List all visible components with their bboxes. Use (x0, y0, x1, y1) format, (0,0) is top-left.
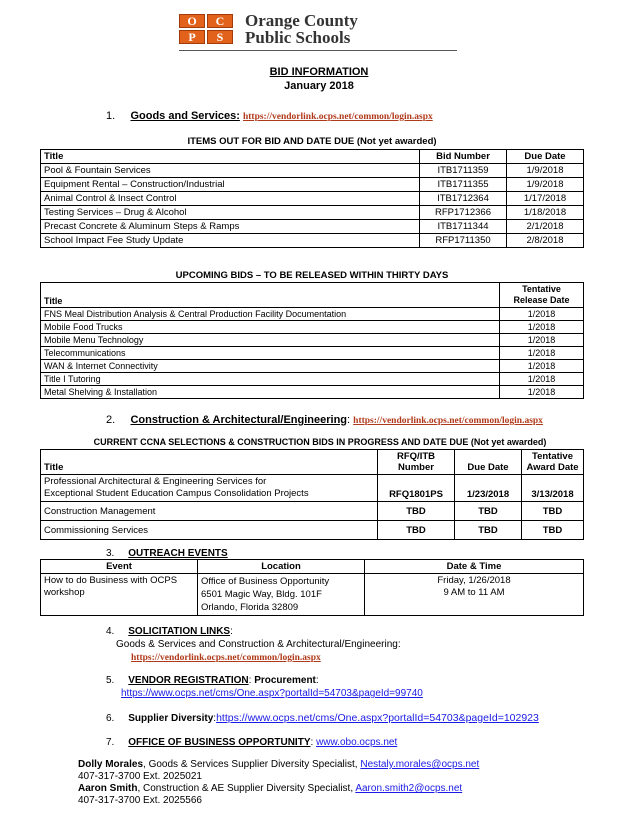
cell-due-date: 2/1/2018 (507, 220, 584, 234)
section-number: 3. (106, 548, 115, 559)
logo-letter: O (179, 14, 205, 28)
table-row (41, 321, 584, 334)
logo-line1: Orange County (245, 11, 358, 30)
cell-bid-number: ITB1711355 (420, 178, 507, 192)
table-row (41, 234, 584, 248)
upcoming-title: UPCOMING BIDS – TO BE RELEASED WITHIN THIRTY DAYS (175, 270, 449, 281)
cell-title-line1: Professional Architectural & Engineering Services for (44, 476, 267, 487)
col-bid-number: Bid Number (420, 150, 507, 164)
cell-release: 1/2018 (500, 373, 584, 386)
page-title: BID INFORMATION (269, 66, 369, 78)
contact-role: , Goods & Services Supplier Diversity Specialist, (143, 759, 361, 770)
table-row (41, 360, 584, 373)
cell-title: FNS Meal Distribution Analysis & Central Production Facility Documentation (41, 308, 500, 321)
event-line2: workshop (44, 587, 85, 598)
contact-name: Dolly Morales (78, 759, 144, 770)
cell-bid-number: RFP1712366 (420, 206, 507, 220)
col-award-label: Award Date (526, 462, 579, 473)
table-row (41, 308, 584, 321)
solicitation-link[interactable]: https://vendorlink.ocps.net/common/login.aspx (131, 653, 321, 663)
contact-email[interactable]: Aaron.smith2@ocps.net (355, 783, 463, 794)
col-rfq-label: RFQ/ITB (397, 451, 435, 462)
cell-bid-number: RFP1711350 (420, 234, 507, 248)
col-release-label: Release Date (513, 295, 570, 305)
location-line2: 6501 Magic Way, Bldg. 101F (201, 589, 322, 600)
cell-release: 1/2018 (500, 308, 584, 321)
cell-title: Construction Management (41, 502, 378, 521)
section-number: 2. (106, 414, 116, 426)
cell-award-date: TBD (522, 502, 584, 521)
items-out-table (40, 149, 584, 248)
section-number: 6. (106, 713, 115, 724)
items-out-title: ITEMS OUT FOR BID AND DATE DUE (Not yet awarded) (187, 136, 437, 147)
cell-number: TBD (378, 502, 455, 521)
section-obo: 7. OFFICE OF BUSINESS OPPORTUNITY: www.obo.ocps.net (106, 737, 398, 748)
contact-line (78, 783, 479, 795)
cell-title: Pool & Fountain Services (41, 164, 420, 178)
table-row (41, 206, 584, 220)
cell-title: Precast Concrete & Aluminum Steps & Ramps (41, 220, 420, 234)
col-date-time: Date & Time (365, 560, 584, 574)
table-header-row (41, 150, 584, 164)
cell-due-date: 1/9/2018 (507, 178, 584, 192)
header-divider (179, 50, 457, 51)
cell-title: Equipment Rental – Construction/Industrial (41, 178, 420, 192)
logo-line2: Public Schools (245, 28, 351, 47)
table-header-row (41, 560, 584, 574)
table-row (41, 475, 584, 502)
cell-bid-number: ITB1711344 (420, 220, 507, 234)
col-due-date: Due Date (507, 150, 584, 164)
cell-release: 1/2018 (500, 347, 584, 360)
col-rfq-number (378, 450, 455, 475)
cell-due-date: 1/17/2018 (507, 192, 584, 206)
col-tentative-label: Tentative (522, 284, 561, 294)
section-supplier-diversity: 6. Supplier Diversity:https://www.ocps.net/cms/One.aspx?portalId=54703&pageId=102923 (106, 712, 539, 724)
cell-location (198, 574, 365, 616)
contact-email[interactable]: Nestaly.morales@ocps.net (360, 759, 480, 770)
table-row (41, 373, 584, 386)
section-construction: 2. Construction & Architectural/Engineering: https://vendorlink.ocps.net/common/login.aspx (106, 414, 543, 426)
location-line3: Orlando, Florida 32809 (201, 602, 299, 613)
logo-mark (179, 14, 235, 44)
cell-award-date: TBD (522, 521, 584, 540)
table-row (41, 347, 584, 360)
logo-wordmark (245, 12, 358, 46)
cell-title: Commissioning Services (41, 521, 378, 540)
table-header-row (41, 283, 584, 308)
cell-title: Telecommunications (41, 347, 500, 360)
cell-due-date: 1/9/2018 (507, 164, 584, 178)
section-label: SOLICITATION LINKS (128, 626, 231, 637)
cell-title: Metal Shelving & Installation (41, 386, 500, 399)
section-label: VENDOR REGISTRATION (128, 675, 249, 686)
section-label: Construction & Architectural/Engineering (130, 414, 348, 426)
contact-name: Aaron Smith (78, 783, 138, 794)
table-row (41, 178, 584, 192)
cell-due-date: 2/8/2018 (507, 234, 584, 248)
outreach-table (40, 559, 584, 616)
table-header-row (41, 450, 584, 475)
location-line1: Office of Business Opportunity (201, 576, 330, 587)
event-line1: How to do Business with OCPS (44, 575, 178, 586)
cell-due-date: 1/18/2018 (507, 206, 584, 220)
cell-release: 1/2018 (500, 321, 584, 334)
vendorlink-link[interactable]: https://vendorlink.ocps.net/common/login.aspx (353, 416, 543, 426)
cell-due-date: TBD (455, 521, 522, 540)
cell-bid-number: ITB1711359 (420, 164, 507, 178)
logo-letter: S (207, 30, 233, 44)
cell-title-line2: Exceptional Student Education Campus Consolidation Projects (44, 488, 309, 499)
contact-block (78, 759, 479, 807)
date-line: Friday, 1/26/2018 (437, 575, 511, 586)
col-title: Title (41, 150, 420, 164)
table-row (41, 334, 584, 347)
col-location: Location (198, 560, 365, 574)
contact-phone: 407-317-3700 Ext. 2025566 (78, 795, 202, 806)
col-tentative-label: Tentative (531, 451, 573, 462)
solicitation-desc: Goods & Services and Construction & Architectural/Engineering: (116, 639, 401, 650)
page-subtitle: January 2018 (284, 80, 354, 92)
col-number-label: Number (398, 462, 434, 473)
cell-title: Mobile Menu Technology (41, 334, 500, 347)
time-line: 9 AM to 11 AM (443, 587, 505, 598)
section-label: Supplier Diversity (128, 713, 214, 724)
col-award-date (522, 450, 584, 475)
logo-letter: C (207, 14, 233, 28)
cell-title: Testing Services – Drug & Alcohol (41, 206, 420, 220)
section-sublabel: Procurement (254, 675, 316, 686)
ccna-title: CURRENT CCNA SELECTIONS & CONSTRUCTION BIDS IN PROGRESS AND DATE DUE (Not yet awarded) (93, 437, 547, 447)
table-row (41, 386, 584, 399)
section-label: OUTREACH EVENTS (128, 548, 228, 559)
upcoming-table (40, 282, 584, 399)
section-outreach (106, 548, 228, 559)
section-label: OFFICE OF BUSINESS OPPORTUNITY (128, 737, 311, 748)
col-title: Title (41, 283, 500, 308)
cell-title: Mobile Food Trucks (41, 321, 500, 334)
cell-title: Title I Tutoring (41, 373, 500, 386)
table-row (41, 502, 584, 521)
table-row (41, 220, 584, 234)
cell-due-date: TBD (455, 502, 522, 521)
section-number: 7. (106, 737, 115, 748)
cell-bid-number: ITB1712364 (420, 192, 507, 206)
cell-due-date: 1/23/2018 (455, 475, 522, 502)
section-label: Goods and Services: (130, 110, 240, 122)
supplier-diversity-link[interactable]: https://www.ocps.net/cms/One.aspx?portalId=54703&pageId=102923 (216, 712, 539, 724)
cell-title: School Impact Fee Study Update (41, 234, 420, 248)
col-release-date (500, 283, 584, 308)
col-event: Event (41, 560, 198, 574)
obo-link[interactable]: www.obo.ocps.net (316, 737, 398, 748)
section-number: 5. (106, 675, 115, 686)
col-due-date: Due Date (455, 450, 522, 475)
section-number: 4. (106, 626, 115, 637)
section-goods-services (106, 110, 433, 122)
cell-title: WAN & Internet Connectivity (41, 360, 500, 373)
cell-number: TBD (378, 521, 455, 540)
table-row (41, 192, 584, 206)
cell-release: 1/2018 (500, 334, 584, 347)
section-solicitation: 4. SOLICITATION LINKS: (106, 626, 233, 637)
contact-line (78, 759, 479, 771)
cell-release: 1/2018 (500, 386, 584, 399)
cell-title (41, 475, 378, 502)
cell-event (41, 574, 198, 616)
cell-award-date: 3/13/2018 (522, 475, 584, 502)
cell-number: RFQ1801PS (378, 475, 455, 502)
section-number: 1. (106, 110, 116, 122)
table-row (41, 164, 584, 178)
cell-title: Animal Control & Insect Control (41, 192, 420, 206)
cell-date-time (365, 574, 584, 616)
col-title: Title (41, 450, 378, 475)
section-vendor-registration: 5. VENDOR REGISTRATION: Procurement: (106, 675, 319, 686)
logo-letter: P (179, 30, 205, 44)
vendor-registration-link[interactable]: https://www.ocps.net/cms/One.aspx?portalId=54703&pageId=99740 (121, 688, 423, 699)
table-row (41, 521, 584, 540)
table-row (41, 574, 584, 616)
vendorlink-link[interactable]: https://vendorlink.ocps.net/common/login.aspx (242, 112, 433, 122)
contact-role: , Construction & AE Supplier Diversity Specialist, (137, 783, 356, 794)
contact-phone: 407-317-3700 Ext. 2025021 (78, 771, 202, 782)
ccna-table (40, 449, 584, 540)
cell-release: 1/2018 (500, 360, 584, 373)
